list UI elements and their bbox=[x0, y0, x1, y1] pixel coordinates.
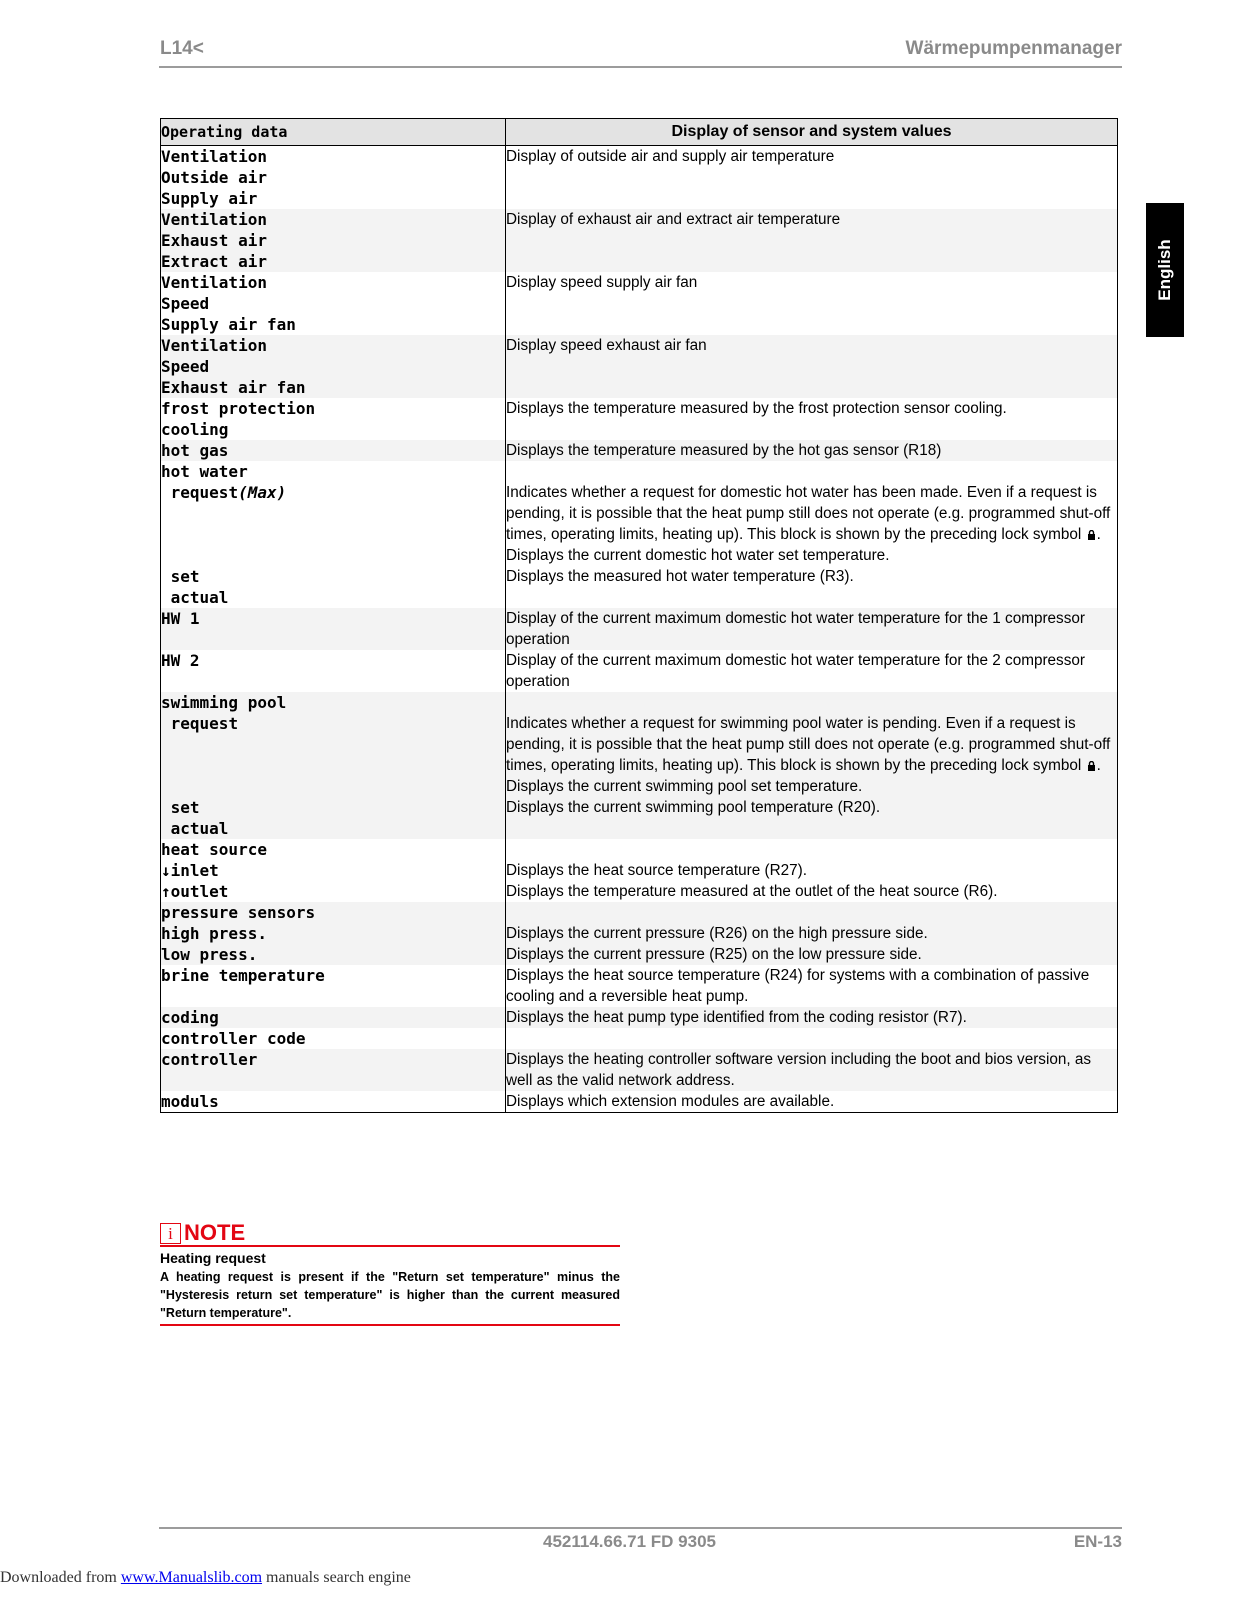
download-prefix: Downloaded from bbox=[0, 1569, 121, 1586]
language-tab bbox=[1146, 203, 1184, 337]
row-description: Displays the current pressure (R26) on the high pressure side. bbox=[506, 925, 928, 942]
table-row bbox=[161, 146, 1118, 210]
footer-document-code: 452114.66.71 FD 9305 bbox=[543, 1532, 716, 1551]
row-description: Displays the heat source temperature (R27). bbox=[506, 862, 807, 879]
row-label: request bbox=[170, 483, 239, 502]
table-row bbox=[161, 608, 1118, 650]
table-header-row bbox=[161, 119, 1118, 146]
row-description: Display speed exhaust air fan bbox=[506, 337, 707, 354]
row-label: controller bbox=[161, 1050, 258, 1069]
table-row: hot water request(Max) set actual Indicates whether a request for domestic hot water has been made. Even if a request is pending, it is possible that the heat pump still does not operate (e.g. programmed shut-off times, operating limits, heating up). This block is shown by the preceding lock symbol . Displays the current domestic hot water set temperature. Displays the measured hot water temperature (R3). bbox=[161, 462, 1111, 607]
row-description: Displays the heating controller software version including the boot and bios version, as well as the valid network address. bbox=[506, 1051, 1092, 1089]
table-row bbox=[161, 1091, 1118, 1113]
table-row: swimming pool request set actual Indicates whether a request for swimming pool water is pending. Even if a request is pending, it is possible that the heat pump still does not operate (e.g. programmed shut-off times, operating limits, heating up). This block is shown by the preceding lock symbol . Displays the current swimming pool set temperature. Displays the current swimming pool temperature (R20). bbox=[161, 692, 1118, 839]
manualslib-link[interactable]: www.Manualslib.com bbox=[120, 1569, 263, 1586]
row-label: swimming pool bbox=[161, 693, 287, 712]
table-row bbox=[161, 902, 1118, 965]
lock-icon bbox=[1087, 761, 1096, 771]
row-description: Displays which extension modules are available. bbox=[506, 1093, 835, 1110]
download-notice bbox=[0, 1569, 411, 1587]
table-row bbox=[161, 398, 1118, 440]
row-label: moduls bbox=[161, 1092, 219, 1111]
row-label: ↑outlet bbox=[161, 882, 229, 901]
row-label: Ventilation bbox=[161, 273, 267, 292]
table-row bbox=[161, 650, 1118, 692]
footer-rule bbox=[159, 1527, 1122, 1529]
row-description: Indicates whether a request for domestic hot water has been made. Even if a request is pending, it is possible that the heat pump still does not operate (e.g. programmed shut-off times, operating limits, heating up). This block is shown by the preceding lock symbol bbox=[506, 484, 1111, 543]
row-label: Ventilation bbox=[161, 336, 267, 355]
row-label: Ventilation bbox=[161, 147, 267, 166]
note-text: A heating request is present if the "Return set temperature" minus the "Hysteresis return set temperature" is higher than the current measured "Return temperature". bbox=[160, 1270, 620, 1320]
row-description: Display of the current maximum domestic hot water temperature for the 1 compressor operation bbox=[506, 610, 1085, 648]
header-left: L14< bbox=[160, 38, 204, 59]
row-label: hot water bbox=[161, 462, 248, 481]
table-row bbox=[161, 209, 1118, 272]
row-label: HW 2 bbox=[161, 651, 200, 670]
column-header-operating-data: Operating data bbox=[161, 119, 506, 146]
note-heading bbox=[160, 1222, 620, 1244]
row-label: high press. bbox=[161, 924, 267, 943]
row-label: request bbox=[170, 714, 239, 733]
table-row bbox=[161, 1028, 1118, 1049]
row-description: Displays the heat pump type identified from the coding resistor (R7). bbox=[506, 1009, 967, 1026]
row-label: hot gas bbox=[161, 441, 229, 460]
footer-page-number: EN-13 bbox=[1073, 1532, 1122, 1551]
row-description: Displays the measured hot water temperature (R3). bbox=[506, 568, 854, 585]
table-row bbox=[161, 440, 1118, 461]
note-title: Heating request bbox=[160, 1250, 266, 1266]
table-row bbox=[161, 335, 1118, 398]
row-description: Displays the temperature measured at the outlet of the heat source (R6). bbox=[506, 883, 998, 900]
row-description: Displays the current domestic hot water set temperature. bbox=[506, 547, 890, 564]
note-label: NOTE bbox=[184, 1220, 246, 1245]
row-description: Displays the temperature measured by the frost protection sensor cooling. bbox=[506, 400, 1007, 417]
table-row bbox=[161, 1049, 1118, 1091]
row-label: Exhaust air bbox=[161, 231, 267, 250]
column-header-display: Display of sensor and system values bbox=[506, 119, 1118, 146]
table-row bbox=[161, 272, 1118, 335]
header-right: Wärmepumpenmanager bbox=[905, 38, 1122, 59]
note-bottom-rule bbox=[160, 1324, 620, 1326]
row-description: Indicates whether a request for swimming pool water is pending. Even if a request is pending, it is possible that the heat pump still does not operate (e.g. programmed shut-off times, operating limits, heating up). This block is shown by the preceding lock symbol bbox=[506, 715, 1111, 774]
row-label: set bbox=[170, 798, 200, 817]
row-label: Supply air bbox=[161, 189, 258, 208]
row-label: actual bbox=[170, 819, 229, 838]
note-box bbox=[160, 1222, 620, 1326]
row-label: HW 1 bbox=[161, 609, 200, 628]
row-label: cooling bbox=[161, 420, 229, 439]
row-label: Ventilation bbox=[161, 210, 267, 229]
row-label: Speed bbox=[161, 294, 210, 313]
row-description: Displays the current swimming pool temperature (R20). bbox=[506, 799, 881, 816]
row-label: pressure sensors bbox=[161, 903, 316, 922]
row-label: brine temperature bbox=[161, 966, 325, 985]
row-label: low press. bbox=[161, 945, 258, 964]
lock-icon bbox=[1087, 530, 1096, 540]
table-row bbox=[161, 1007, 1118, 1028]
header-rule bbox=[159, 66, 1122, 68]
row-description: Display speed supply air fan bbox=[506, 274, 698, 291]
row-label: Supply air fan bbox=[161, 315, 296, 334]
row-label: frost protection bbox=[161, 399, 316, 418]
row-label: Exhaust air fan bbox=[161, 378, 306, 397]
language-tab-label: English bbox=[1155, 239, 1174, 301]
row-label: actual bbox=[170, 588, 229, 607]
row-label: Extract air bbox=[161, 252, 267, 271]
row-label-max: (Max) bbox=[238, 483, 287, 502]
row-description: Displays the current pressure (R25) on the low pressure side. bbox=[506, 946, 922, 963]
row-label: ↓inlet bbox=[161, 861, 219, 880]
info-icon: i bbox=[160, 1223, 181, 1244]
row-description: Displays the current swimming pool set temperature. bbox=[506, 778, 863, 795]
row-description: Displays the temperature measured by the hot gas sensor (R18) bbox=[506, 442, 942, 459]
row-description: Displays the heat source temperature (R24) for systems with a combination of passive cooling and a reversible heat pump. bbox=[506, 967, 1090, 1005]
row-label: controller code bbox=[161, 1029, 306, 1048]
row-label: Speed bbox=[161, 357, 210, 376]
download-suffix: manuals search engine bbox=[262, 1569, 411, 1586]
row-label: coding bbox=[161, 1008, 219, 1027]
table-row bbox=[161, 965, 1118, 1007]
row-label: set bbox=[170, 567, 200, 586]
row-description: Display of outside air and supply air temperature bbox=[506, 148, 835, 165]
row-label: heat source bbox=[161, 840, 267, 859]
operating-data-table bbox=[160, 118, 1118, 1113]
row-description: Display of exhaust air and extract air temperature bbox=[506, 211, 841, 228]
row-label: Outside air bbox=[161, 168, 267, 187]
row-description: Display of the current maximum domestic hot water temperature for the 2 compressor operation bbox=[506, 652, 1085, 690]
table-row bbox=[161, 839, 1118, 902]
